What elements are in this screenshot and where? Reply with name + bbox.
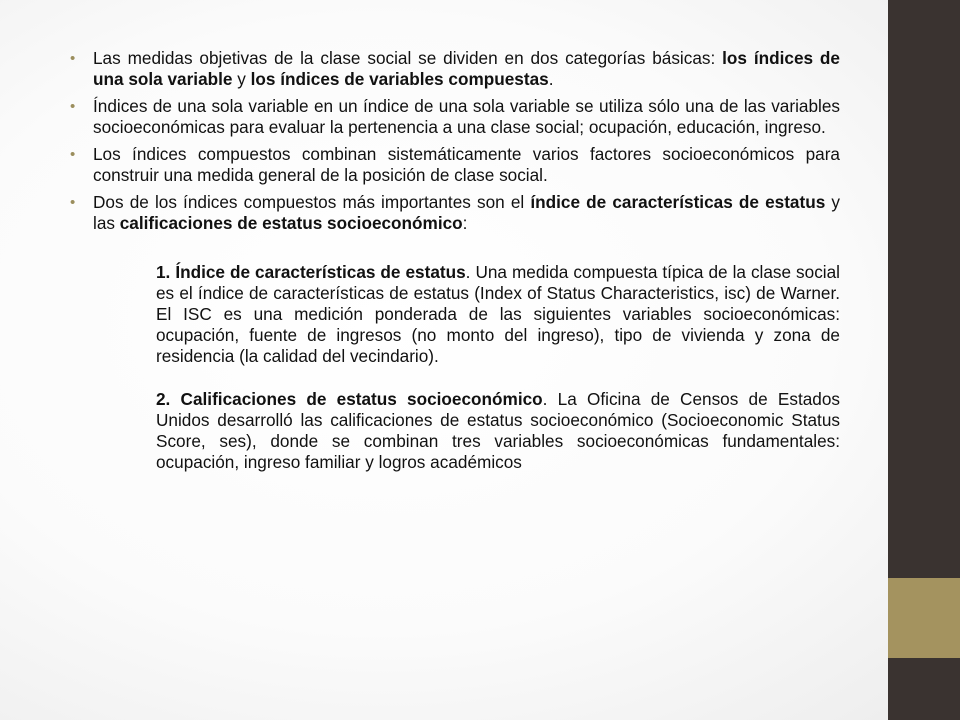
bullet-text: Los índices compuestos combinan sistemáticamente varios factores socioeconómicos para construir una medida general de la posición de clase social. (93, 144, 840, 185)
bullet-dot-icon: • (70, 194, 76, 211)
bullet-dot-icon: • (70, 98, 76, 115)
bullet-list (70, 48, 840, 234)
bullet-bold-text: los índices de una sola variable (93, 48, 840, 89)
spacer (70, 240, 840, 262)
paragraph-heading: 1. Índice de características de estatus (156, 262, 466, 282)
slide-content (70, 48, 840, 473)
bullet-text: Las medidas objetivas de la clase social se dividen en dos categorías básicas: (93, 48, 723, 68)
bullet-item-2 (70, 96, 840, 138)
bullet-dot-icon: • (70, 146, 76, 163)
bullet-text: Dos de los índices compuestos más importantes son el (93, 192, 531, 212)
bullet-item-1 (70, 48, 840, 90)
bullet-dot-icon: • (70, 50, 76, 67)
bullet-text: y (232, 69, 251, 89)
side-accent (888, 578, 960, 658)
bullet-bold-text: calificaciones de estatus socioeconómico (119, 213, 463, 233)
paragraph-heading: 2. Calificaciones de estatus socioeconómico (156, 389, 543, 409)
paragraph-ses-score (156, 389, 840, 473)
bullet-item-4 (70, 192, 840, 234)
bullet-item-3 (70, 144, 840, 186)
bullet-text: Índices de una sola variable en un índice de una sola variable se utiliza sólo una de las variables socioeconómicas para evaluar la pertenencia a una clase social; ocupación, educación, ingreso. (93, 96, 840, 137)
bullet-bold-text: los índices de variables compuestas (250, 69, 549, 89)
bullet-text: : (462, 213, 468, 233)
bullet-bold-text: índice de características de estatus (530, 192, 826, 212)
bullet-text: y las (93, 192, 840, 233)
paragraph-status-index (156, 262, 840, 367)
bullet-text: . (548, 69, 554, 89)
paragraph-text: . Una medida compuesta típica de la clase social es el índice de características de estatus (Index of Status Characteristics, isc) de Warner. El ISC es una medición ponderada de las siguientes variables socioeconómicas: ocupación, fuente de ingresos (no monto del ingreso), tipo de vivienda y zona de residencia (la calidad del vecindario). (156, 262, 840, 366)
paragraph-text: . La Oficina de Censos de Estados Unidos desarrolló las calificaciones de estatus socioeconómico (Socioeconomic Status Score, ses), donde se combinan tres variables socioeconómicas fundamentales: ocupación, ingreso familiar y logros académicos (156, 389, 840, 472)
